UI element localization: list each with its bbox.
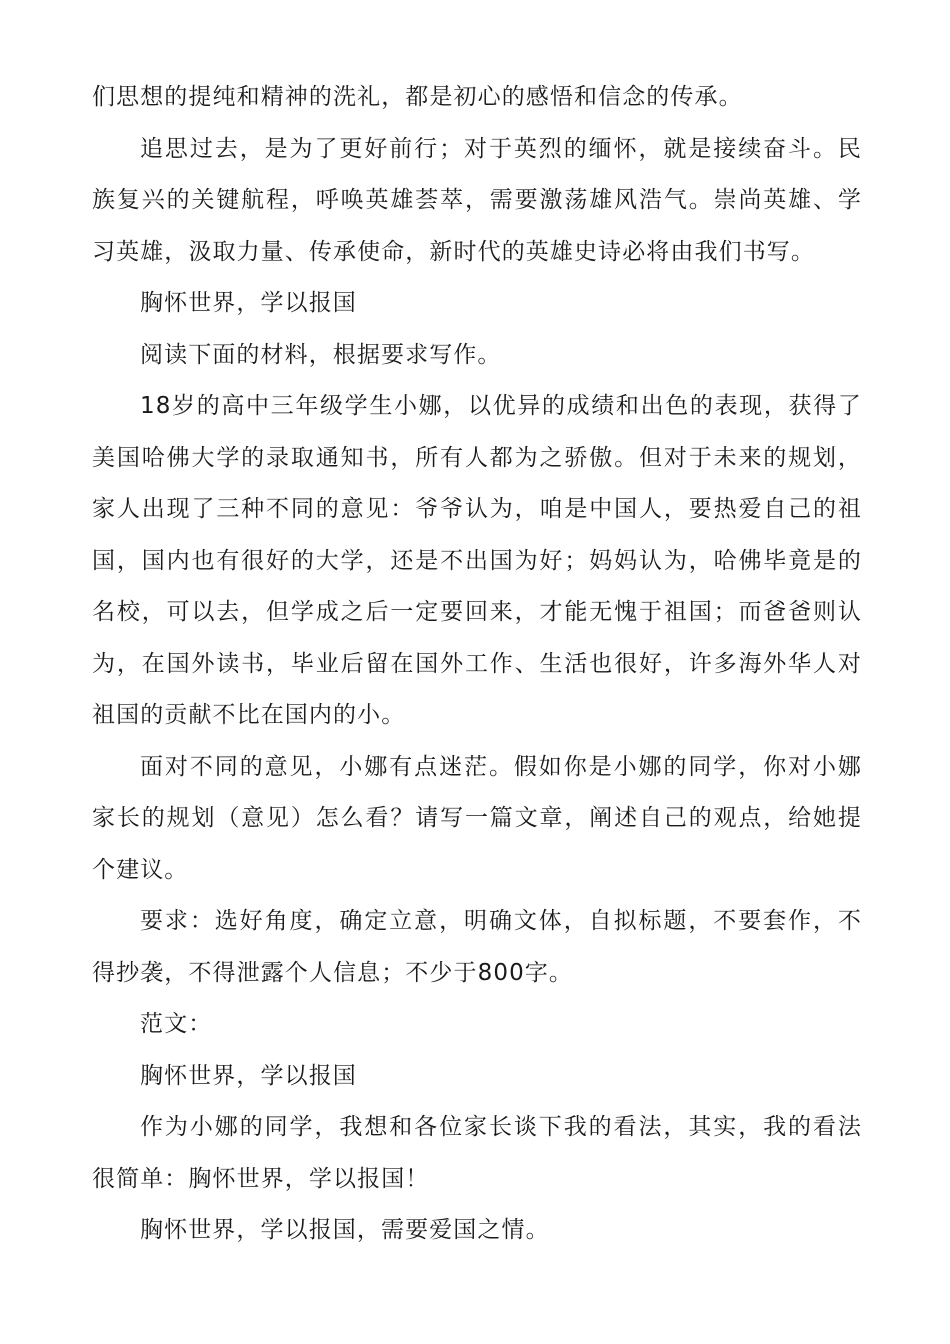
- prompt-material: 18岁的高中三年级学生小娜，以优异的成绩和出色的表现，获得了美国哈佛大学的录取通知书，所有人都为之骄傲。但对于未来的规划，家人出现了三种不同的意见：爷爷认为，咱是中国人，要热爱自己的祖国，国内也有很好的大学，还是不出国为好；妈妈认为，哈佛毕竟是的名校，可以去，但学成之后一定要回来，才能无愧于祖国；而爸爸则认为，在国外读书，毕业后留在国外工作、生活也很好，许多海外华人对祖国的贡献不比在国内的小。: [92, 393, 862, 728]
- prompt-question: 面对不同的意见，小娜有点迷茫。假如你是小娜的同学，你对小娜家长的规划（意见）怎么看？请写一篇文章，阐述自己的观点，给她提个建议。: [92, 753, 862, 883]
- sample-essay-label: 范文：: [140, 1011, 213, 1037]
- document-body: [92, 72, 862, 1257]
- prompt-requirements: 要求：选好角度，确定立意，明确文体，自拟标题，不要套作，不得抄袭，不得泄露个人信息；不少于800字。: [92, 908, 862, 986]
- sample-essay-point: 胸怀世界，学以报国，需要爱国之情。: [140, 1217, 550, 1243]
- sample-essay-opening: 作为小娜的同学，我想和各位家长谈下我的看法，其实，我的看法很简单：胸怀世界，学以报国！: [92, 1114, 862, 1192]
- essay-title: 胸怀世界，学以报国: [140, 290, 357, 316]
- paragraph-heroes: 追思过去，是为了更好前行；对于英烈的缅怀，就是接续奋斗。民族复兴的关键航程，呼唤英雄荟萃，需要激荡雄风浩气。崇尚英雄、学习英雄，汲取力量、传承使命，新时代的英雄史诗必将由我们书写。: [92, 135, 862, 265]
- sample-essay-title: 胸怀世界，学以报国: [140, 1062, 357, 1089]
- prompt-instruction: 阅读下面的材料，根据要求写作。: [140, 341, 502, 368]
- paragraph-continuation: 们思想的提纯和精神的洗礼，都是初心的感悟和信念的传承。: [92, 84, 743, 110]
